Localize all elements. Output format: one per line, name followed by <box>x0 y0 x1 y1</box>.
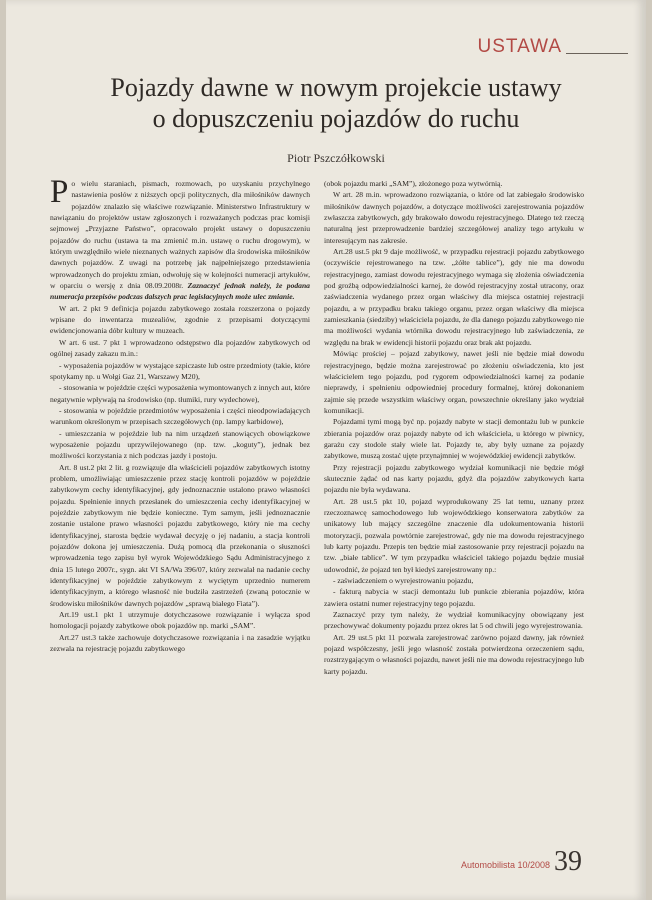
magazine-issue: Automobilista 10/2008 <box>460 860 550 870</box>
paragraph: Art.19 ust.1 pkt 1 utrzymuje dotychczasowe rozwiązanie i wyłącza spod homologacji pojazdy zabytkowe obok pojazdów np. marki „SAM”. <box>50 610 310 631</box>
title-line-1: Pojazdy dawne w nowym projekcie ustawy <box>110 73 562 102</box>
paragraph: Art.28 ust.5 pkt 9 daje możliwość, w przypadku rejestracji pojazdu zabytkowego (oczywiście rejestrowanego na tzw. „żółte tablice”), gdy nie ma dowodu rejestracyjnego, zamiast dowodu rejestracyjnego wymaga się złożenia oświadczenia pod groźbą odpowiedzialności karnej, że dowód rejestracyjny został utracony, oraz zaświadczenia wydanego przez organ właściwy dla miejsca ostatniej rejestracji pojazdu, a w przypadku braku takiego organu, przez organ właściwy dla miejsca zamieszkania (siedziby) właściciela pojazdu, że dla danego pojazdu zabytkowego nie ma możliwości wydania wtórnika dowodu rejestracyjnego lub zaświadczenia, ze względu na brak w ewidencji historii pojazdu oraz brak akt pojazdu. <box>324 247 584 347</box>
paragraph: W art. 2 pkt 9 definicja pojazdu zabytkowego została rozszerzona o pojazdy wpisane do inwentarza muzealiów, zgodnie z przepisami dotyczącymi ewidencjonowania dóbr kultury w muzeach. <box>50 303 310 336</box>
paragraph: W art. 6 ust. 7 pkt 1 wprowadzono odstępstwo dla pojazdów zabytkowych od ogólnej zasady zakazu m.in.: <box>50 337 310 359</box>
left-column <box>50 174 310 654</box>
paragraph: Art. 8 ust.2 pkt 2 lit. g rozwiązuje dla właścicieli pojazdów zabytkowych istotny problem, umożliwiając umieszczenie przez stację kontroli pojazdów w pojeździe zabytkowym cechy identyfikacyjnej, gdy jednoznacznie ustalono prawo własności pojazdu. Spełnienie innych przesłanek do umieszczenia cechy identyfikacyjnej w pojeździe zabytkowym nie będzie konieczne. Tym samym, jeśli jednoznacznie zostanie ustalone prawo własności pojazdu zabytkowego, który nie ma cechy identyfikacyjnej, starosta będzie wydawał decyzję o jej nadaniu, a stacja kontroli pojazdów dokona jej umieszczenia. Dużą pomocą dla przekonania o słuszności wprowadzenia tego zapisu był wyrok Wojewódzkiego Sądu Administracyjnego z dnia 15 lutego 2007r., sygn. akt VI SA/Wa 396/07, który zezwalał na nadanie cechy identyfikacyjnej w pojeździe zabytkowym z wyciętym uprzednio numerem identyfikacyjnym, a którego własność nie budziła zastrzeżeń (zwaną potocznie w środowisku miłośników dawnych pojazdów „sprawą białego Fiata”). <box>50 462 310 608</box>
emphasis-note: Zaznaczyć jednak należy, że podana numeracja przepisów podczas dalszych prac legislacyjnych może ulec zmianie. <box>50 281 310 302</box>
paragraph: Pojazdami tymi mogą być np. pojazdy nabyte w stacji demontażu lub w punkcie zbierania pojazdów oraz pojazdy nabyte od ich właściciela, u którego w piwnicy, garażu czy stodole stały wiele lat. Pojazdy te, aby były uznane za pojazdy zabytkowe, muszą zostać ujęte przynajmniej w wojewódzkiej ewidencji zabytków. <box>324 417 584 461</box>
paragraph: Mówiąc prościej – pojazd zabytkowy, nawet jeśli nie będzie miał dowodu rejestracyjnego, będzie można zarejestrować po złożeniu oświadczenia, kto jest właścicielem tego pojazdu, pod rygorem odpowiedzialności karnej za podanie nieprawdy, i spełnieniu odpowiedniej procedury formalnej, której dokonaniem zajmie się przede wszystkim właściwy organ, powszechnie określany jako wydział komunikacji. <box>324 349 584 415</box>
drop-cap: P <box>50 174 69 210</box>
paragraph: Art.27 ust.3 także zachowuje dotychczasowe rozwiązania i na zasadzie wyjątku zezwala na rejestrację pojazdu zabytkowego <box>50 632 310 654</box>
paragraph: Zaznaczyć przy tym należy, że wydział komunikacyjny obowiązany jest przechowywać dokumenty pojazdu przez okres lat 5 od chwili jego wyrejestrowania. <box>324 610 584 631</box>
section-label: USTAWA <box>477 36 562 57</box>
article-title <box>36 72 636 134</box>
right-column <box>324 178 584 677</box>
paragraph: Po wielu staraniach, pismach, rozmowach, po uzyskaniu przychylnego nastawienia posłów z niższych opcji politycznych, dla miłośników dawnych pojazdów znalazło się właściwe rozwiązanie. Ministerstwo Infrastruktury w nawiązaniu do projektów ustaw zgłoszonych i rozważanych podczas prac komisji sejmowej „Przyjazne Państwo”, opracowało projekt ustawy o dopuszczeniu pojazdów do ruchu (ustawa ta ma zmienić m.in. ustawę o ruchu drogowym), w którym uwzględniło wiele nieznanych ważnych zapisów dla środowiska miłośników dawnych pojazdów. Z uwagi na potrzebę jak najpełniejszego przedstawienia wprowadzonych do projektu zmian, odwołuję się w kolejności numeracji artykułów, w oparciu o wersję z dnia 08.09.2008r. Zaznaczyć jednak należy, że podana numeracja przepisów podczas dalszych prac legislacyjnych może ulec zmianie. <box>50 174 310 302</box>
page-footer <box>461 848 582 876</box>
magazine-page <box>6 0 646 900</box>
paragraph: - stosowania w pojeździe części wyposażenia wymontowanych z innych aut, które negatywnie wpływają na środowisko (np. tłumiki, rury wydechowe), <box>50 383 310 404</box>
paragraph: (obok pojazdu marki „SAM”), złożonego poza wytwórnią. <box>324 179 503 188</box>
paragraph: - wyposażenia pojazdów w wystające szpiczaste lub ostre przedmioty (takie, które spotykamy np. u Wołgi Gaz 21, Warszawy M20), <box>50 360 310 381</box>
paragraph: - zaświadczeniem o wyrejestrowaniu pojazdu, <box>333 576 474 586</box>
paragraph: W art. 28 m.in. wprowadzono rozwiązania, o które od lat zabiegało środowisko miłośników dawnych pojazdów, a dotyczące możliwości zarejestrowania pojazdów zwłaszcza zabytkowych, gdy brakowało dowodu rejestracyjnego. Dlatego też rzeczą naturalną jest przeprowadzenie bardziej szczegółowej analizy tego artykułu w interesującym nas zakresie. <box>324 190 584 245</box>
paragraph: Przy rejestracji pojazdu zabytkowego wydział komunikacji nie będzie mógł skutecznie żądać od nas karty pojazdu, gdyż dla pojazdów zabytkowych karta pojazdu nie była wydawana. <box>324 462 584 495</box>
paragraph: Art. 28 ust.5 pkt 10, pojazd wyprodukowany 25 lat temu, uznany przez rzeczoznawcę samochodowego lub wojewódzkiego konserwatora zabytków za unikatowy lub mający szczególne znaczenie dla udokumentowania historii motoryzacji, pozwala powtórnie zarejestrować, gdy nie ma dowodu rejestracyjnego lub karty pojazdu. Przepis ten będzie miał zastosowanie przy rejestracji pojazdu na tzw. „białe tablice”. W tym przypadku właściciel takiego pojazdu będzie musiał udowodnić, że pojazd ten był kiedyś zarejestrowany np.: <box>324 496 584 574</box>
paragraph: - umieszczania w pojeździe lub na nim urządzeń stanowiących obowiązkowe wyposażenie pojazdu uprzywilejowanego (np. tzw. „koguty”), jednak bez możliwości korzystania z nich podczas jazdy i postoju. <box>50 428 310 461</box>
title-line-2: o dopuszczeniu pojazdów do ruchu <box>152 104 520 133</box>
paragraph: - stosowania w pojeździe przedmiotów wyposażenia i części nieodpowiadających warunkom określonym w przepisach szczegółowych (np. lampy karbidowe), <box>50 405 310 427</box>
section-header <box>478 36 628 58</box>
page-number: 39 <box>554 846 582 877</box>
article-author: Piotr Pszczółkowski <box>287 151 385 165</box>
paragraph: Art. 29 ust.5 pkt 11 pozwala zarejestrować zarówno pojazd dawny, jak również pojazd współczesny, jeśli jego własność została potwierdzona orzeczeniem sądu, rozstrzygającym o własności pojazdu, nawet jeśli nie ma dowodu rejestracyjnego lub karty pojazdu. <box>324 632 584 676</box>
section-rule <box>566 53 628 54</box>
paragraph: - fakturą nabycia w stacji demontażu lub punkcie zbierania pojazdów, która zawiera ostatni numer rejestracyjny tego pojazdu. <box>324 587 584 608</box>
